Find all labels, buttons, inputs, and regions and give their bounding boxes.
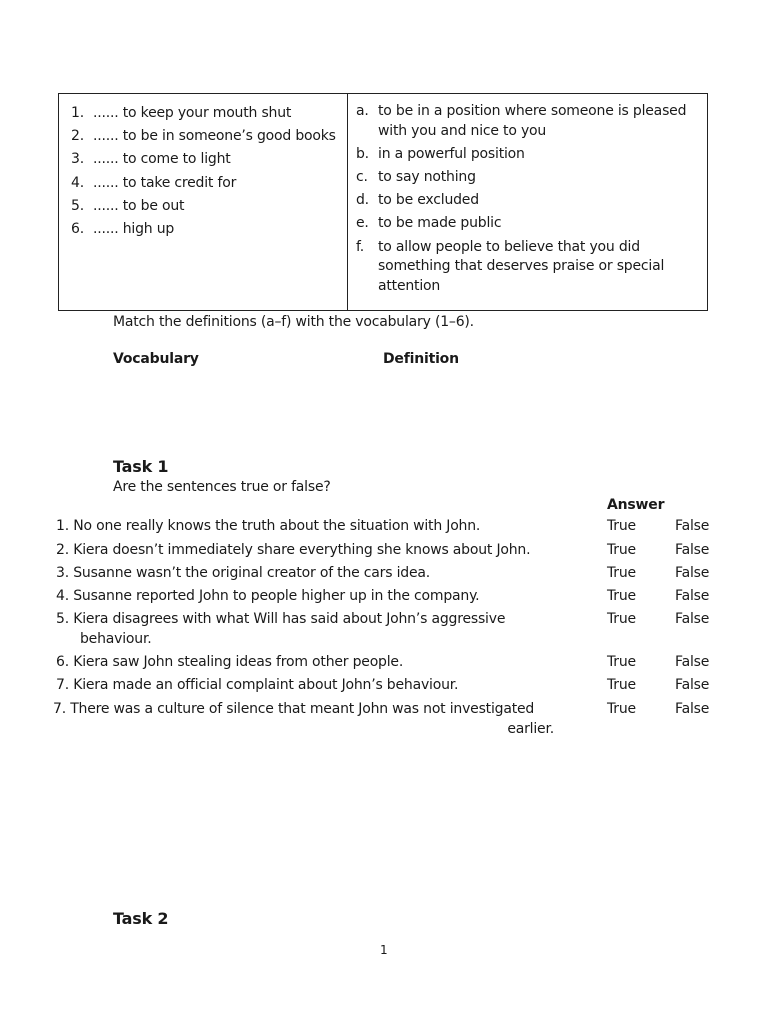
false-option[interactable]: False bbox=[675, 588, 710, 604]
true-option[interactable]: True bbox=[607, 677, 636, 693]
true-option[interactable]: True bbox=[607, 701, 636, 717]
false-option[interactable]: False bbox=[675, 542, 710, 558]
definition-letter: d. bbox=[356, 192, 369, 209]
false-option[interactable]: False bbox=[675, 518, 710, 534]
vocabulary-item bbox=[71, 195, 343, 218]
definition-text: to be excluded bbox=[378, 192, 479, 209]
statement-text-continued: earlier. bbox=[507, 721, 554, 737]
statement-text: 7. Kiera made an official complaint about John’s behaviour. bbox=[56, 677, 459, 693]
definition-text: to be made public bbox=[378, 215, 502, 232]
vocabulary-number: 6. bbox=[71, 221, 84, 238]
statement-text: 2. Kiera doesn’t immediately share everything she knows about John. bbox=[56, 542, 531, 558]
vocabulary-header: Vocabulary bbox=[113, 351, 199, 367]
vocabulary-text: ...... to take credit for bbox=[93, 174, 237, 191]
definition-text: in a powerful position bbox=[378, 145, 525, 162]
statement-text: 7. There was a culture of silence that meant John was not investigated bbox=[53, 701, 535, 717]
table-divider bbox=[347, 94, 348, 310]
definition-item bbox=[356, 238, 701, 297]
vocabulary-text: ...... high up bbox=[93, 221, 175, 238]
vocabulary-text: ...... to be in someone’s good books bbox=[93, 128, 336, 145]
vocabulary-number: 1. bbox=[71, 105, 84, 121]
false-option[interactable]: False bbox=[675, 677, 710, 693]
definition-text: to be in a position where someone is pleased with you and nice to you bbox=[378, 103, 687, 139]
task2-title: Task 2 bbox=[113, 909, 169, 928]
statement-text: 4. Susanne reported John to people higher up in the company. bbox=[56, 588, 480, 604]
definition-text: to allow people to believe that you did something that deserves praise or special attention bbox=[378, 238, 665, 294]
vocabulary-text: ...... to keep your mouth shut bbox=[93, 105, 292, 121]
false-option[interactable]: False bbox=[675, 701, 710, 717]
vocabulary-table bbox=[58, 93, 708, 311]
task1-subtitle: Are the sentences true or false? bbox=[113, 479, 331, 495]
definition-list bbox=[356, 102, 701, 300]
definition-item bbox=[356, 191, 701, 211]
vocabulary-item bbox=[71, 148, 343, 171]
definition-item bbox=[356, 102, 701, 141]
false-option[interactable]: False bbox=[675, 565, 710, 581]
definition-letter: f. bbox=[356, 238, 364, 255]
task1-title: Task 1 bbox=[113, 457, 169, 476]
match-instruction: Match the definitions (a–f) with the vocabulary (1–6). bbox=[113, 314, 474, 330]
vocabulary-list bbox=[71, 102, 343, 241]
definition-header: Definition bbox=[383, 351, 459, 367]
vocabulary-number: 5. bbox=[71, 197, 84, 214]
true-option[interactable]: True bbox=[607, 565, 636, 581]
definition-text: to say nothing bbox=[378, 168, 476, 185]
vocabulary-number: 4. bbox=[71, 174, 84, 191]
definition-letter: b. bbox=[356, 145, 369, 162]
definition-letter: e. bbox=[356, 215, 369, 232]
vocabulary-item bbox=[71, 102, 343, 125]
statement-text-continued: behaviour. bbox=[80, 631, 152, 647]
true-option[interactable]: True bbox=[607, 518, 636, 534]
page-number: 1 bbox=[380, 943, 388, 957]
true-option[interactable]: True bbox=[607, 654, 636, 670]
statement-text: 5. Kiera disagrees with what Will has said about John’s aggressive bbox=[56, 611, 506, 627]
vocabulary-number: 3. bbox=[71, 151, 84, 168]
vocabulary-item bbox=[71, 172, 343, 195]
false-option[interactable]: False bbox=[675, 611, 710, 627]
statement-text: 6. Kiera saw John stealing ideas from other people. bbox=[56, 654, 404, 670]
definition-item bbox=[356, 168, 701, 188]
definition-item bbox=[356, 145, 701, 165]
vocabulary-text: ...... to be out bbox=[93, 197, 185, 214]
true-option[interactable]: True bbox=[607, 588, 636, 604]
definition-letter: a. bbox=[356, 103, 369, 119]
answer-header: Answer bbox=[607, 497, 665, 513]
definition-letter: c. bbox=[356, 168, 368, 185]
vocabulary-item bbox=[71, 125, 343, 148]
false-option[interactable]: False bbox=[675, 654, 710, 670]
statement-text: 1. No one really knows the truth about the situation with John. bbox=[56, 518, 481, 534]
true-option[interactable]: True bbox=[607, 542, 636, 558]
vocabulary-number: 2. bbox=[71, 128, 84, 145]
vocabulary-text: ...... to come to light bbox=[93, 151, 231, 168]
definition-item bbox=[356, 214, 701, 234]
statement-text: 3. Susanne wasn’t the original creator of the cars idea. bbox=[56, 565, 431, 581]
vocabulary-item bbox=[71, 218, 343, 241]
true-option[interactable]: True bbox=[607, 611, 636, 627]
